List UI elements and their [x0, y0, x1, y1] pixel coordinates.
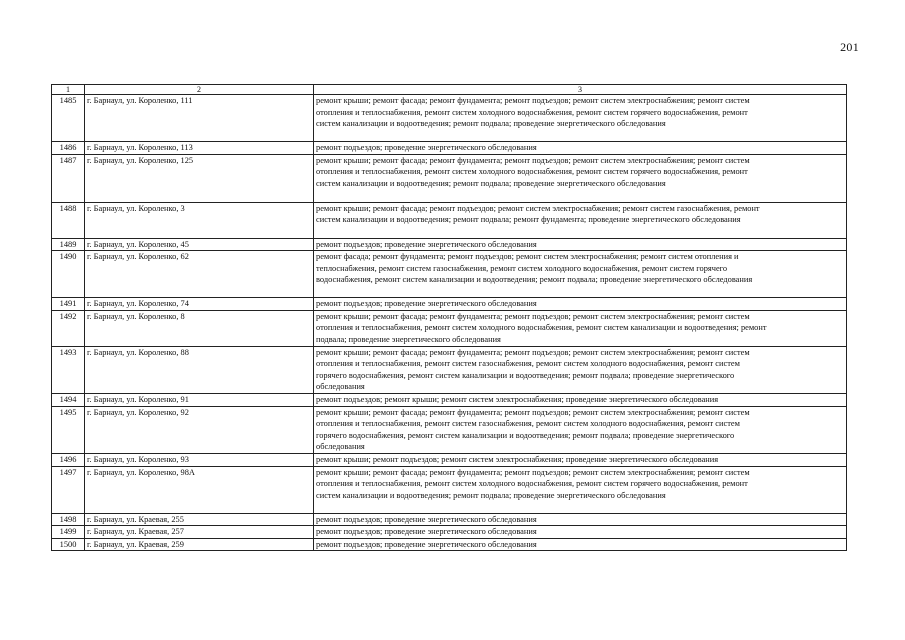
column-header-address: 2 [85, 85, 314, 95]
row-works: ремонт подъездов; проведение энергетического обследования [314, 513, 847, 526]
row-number: 1500 [52, 538, 85, 551]
row-works: ремонт крыши; ремонт фасада; ремонт фундамента; ремонт подъездов; ремонт систем электроснабжения; ремонт систем отопления и теплоснабжения, ремонт систем холодного водоснабжения, ремонт систем канализации и водоотведения; ремонт подвала; проведение энергетического обследования [314, 310, 847, 346]
row-number: 1497 [52, 466, 85, 513]
table-row [52, 202, 847, 238]
row-works: ремонт подъездов; проведение энергетического обследования [314, 526, 847, 539]
row-works: ремонт подъездов; проведение энергетического обследования [314, 142, 847, 155]
row-number: 1495 [52, 406, 85, 453]
page-number: 201 [840, 40, 859, 54]
row-number: 1488 [52, 202, 85, 238]
table-row [52, 346, 847, 393]
row-address: г. Барнаул, ул. Краевая, 255 [85, 513, 314, 526]
row-number: 1487 [52, 154, 85, 202]
row-works: ремонт крыши; ремонт фасада; ремонт фундамента; ремонт подъездов; ремонт систем электроснабжения; ремонт систем отопления и теплоснабжения, ремонт систем холодного водоснабжения, ремонт систем горячего водоснабжения, ремонт систем канализации и водоотведения; ремонт подвала; проведение энергетического обследования [314, 466, 847, 513]
row-address: г. Барнаул, ул. Короленко, 3 [85, 202, 314, 238]
row-works: ремонт подъездов; проведение энергетического обследования [314, 538, 847, 551]
row-address: г. Барнаул, ул. Короленко, 111 [85, 95, 314, 142]
table-row [52, 513, 847, 526]
table-row [52, 453, 847, 466]
table-row [52, 406, 847, 453]
row-address: г. Барнаул, ул. Короленко, 88 [85, 346, 314, 393]
row-address: г. Барнаул, ул. Короленко, 91 [85, 393, 314, 406]
row-works: ремонт фасада; ремонт фундамента; ремонт подъездов; ремонт систем электроснабжения; ремонт систем отопления и теплоснабжения, ремонт систем газоснабжения, ремонт систем холодного водоснабжения, ремонт систем горячего водоснабжения, ремонт систем канализации и водоотведения; ремонт подвала; проведение энергетического обследования [314, 251, 847, 298]
row-address: г. Барнаул, ул. Короленко, 92 [85, 406, 314, 453]
table-row [52, 526, 847, 539]
row-address: г. Барнаул, ул. Короленко, 93 [85, 453, 314, 466]
row-works: ремонт крыши; ремонт фасада; ремонт фундамента; ремонт подъездов; ремонт систем электроснабжения; ремонт систем отопления и теплоснабжения, ремонт систем газоснабжения, ремонт систем холодного водоснабжения, ремонт систем горячего водоснабжения, ремонт систем канализации и водоотведения; ремонт подвала; проведение энергетического обследования [314, 346, 847, 393]
row-number: 1490 [52, 251, 85, 298]
row-works: ремонт крыши; ремонт фасада; ремонт подъездов; ремонт систем электроснабжения; ремонт систем газоснабжения, ремонт систем канализации и водоотведения; ремонт подвала; ремонт фундамента; проведение энергетического обследования [314, 202, 847, 238]
row-number: 1493 [52, 346, 85, 393]
table-row [52, 310, 847, 346]
table-row [52, 393, 847, 406]
row-address: г. Барнаул, ул. Короленко, 62 [85, 251, 314, 298]
row-number: 1486 [52, 142, 85, 155]
row-address: г. Барнаул, ул. Короленко, 125 [85, 154, 314, 202]
table-row [52, 298, 847, 311]
row-works: ремонт крыши; ремонт фасада; ремонт фундамента; ремонт подъездов; ремонт систем электроснабжения; ремонт систем отопления и теплоснабжения, ремонт систем газоснабжения, ремонт систем холодного водоснабжения, ремонт систем горячего водоснабжения, ремонт систем канализации и водоотведения; ремонт подвала; проведение энергетического обследования [314, 406, 847, 453]
works-table [51, 84, 847, 551]
table-row [52, 142, 847, 155]
table-row [52, 95, 847, 142]
table-row [52, 466, 847, 513]
table-row [52, 251, 847, 298]
row-number: 1485 [52, 95, 85, 142]
row-works: ремонт крыши; ремонт фасада; ремонт фундамента; ремонт подъездов; ремонт систем электроснабжения; ремонт систем отопления и теплоснабжения, ремонт систем холодного водоснабжения, ремонт систем горячего водоснабжения, ремонт систем канализации и водоотведения; ремонт подвала; проведение энергетического обследования [314, 95, 847, 142]
row-works: ремонт крыши; ремонт подъездов; ремонт систем электроснабжения; проведение энергетического обследования [314, 453, 847, 466]
row-number: 1489 [52, 238, 85, 251]
column-header-number: 1 [52, 85, 85, 95]
table-header-row [52, 85, 847, 95]
row-address: г. Барнаул, ул. Короленко, 45 [85, 238, 314, 251]
row-address: г. Барнаул, ул. Короленко, 98А [85, 466, 314, 513]
row-number: 1496 [52, 453, 85, 466]
row-works: ремонт подъездов; проведение энергетического обследования [314, 238, 847, 251]
column-header-works: 3 [314, 85, 847, 95]
row-number: 1499 [52, 526, 85, 539]
row-address: г. Барнаул, ул. Короленко, 8 [85, 310, 314, 346]
table-row [52, 538, 847, 551]
table-row [52, 154, 847, 202]
row-address: г. Барнаул, ул. Короленко, 74 [85, 298, 314, 311]
row-address: г. Барнаул, ул. Короленко, 113 [85, 142, 314, 155]
row-works: ремонт подъездов; ремонт крыши; ремонт систем электроснабжения; проведение энергетического обследования [314, 393, 847, 406]
row-address: г. Барнаул, ул. Краевая, 257 [85, 526, 314, 539]
row-works: ремонт крыши; ремонт фасада; ремонт фундамента; ремонт подъездов; ремонт систем электроснабжения; ремонт систем отопления и теплоснабжения, ремонт систем холодного водоснабжения, ремонт систем горячего водоснабжения, ремонт систем канализации и водоотведения; ремонт подвала; проведение энергетического обследования [314, 154, 847, 202]
table-row [52, 238, 847, 251]
row-address: г. Барнаул, ул. Краевая, 259 [85, 538, 314, 551]
row-number: 1491 [52, 298, 85, 311]
row-works: ремонт подъездов; проведение энергетического обследования [314, 298, 847, 311]
row-number: 1492 [52, 310, 85, 346]
row-number: 1494 [52, 393, 85, 406]
row-number: 1498 [52, 513, 85, 526]
